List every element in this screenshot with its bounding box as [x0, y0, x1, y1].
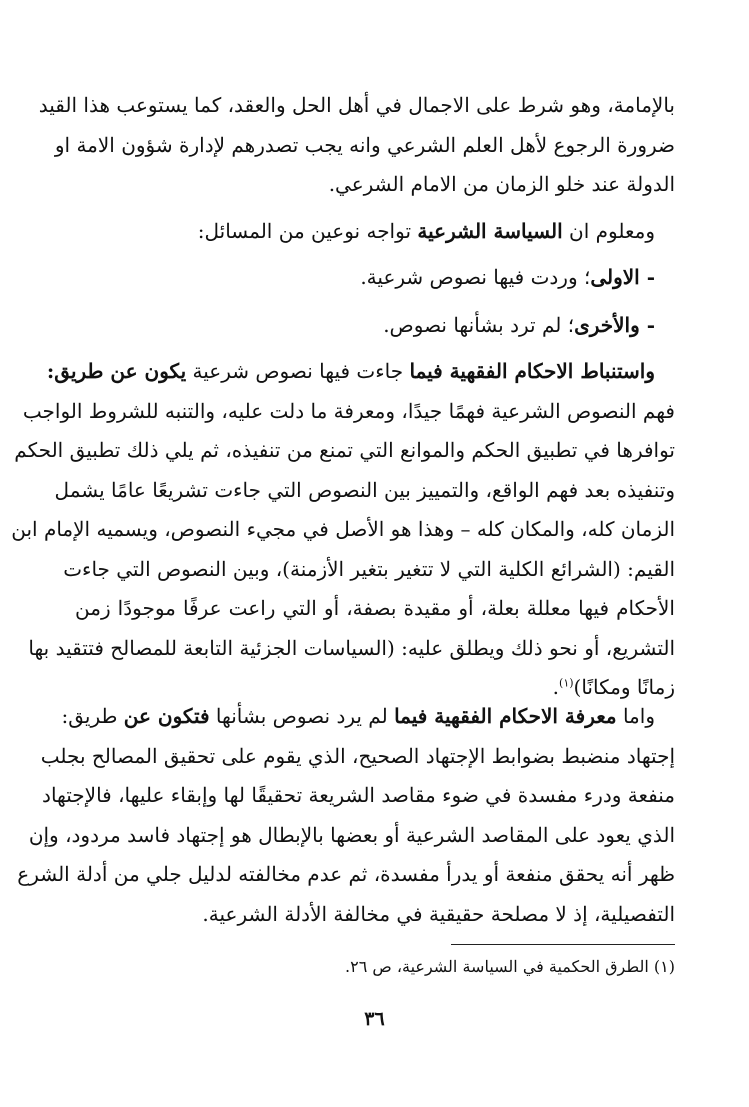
- bold-term: السياسة الشرعية: [417, 219, 563, 243]
- paragraph-1: [38, 86, 675, 205]
- text-run: طريق:: [61, 704, 124, 728]
- list-items: [75, 258, 675, 345]
- paragraph-heading: [46, 352, 675, 392]
- text-line: بالإمامة، وهو شرط على الاجمال في أهل الحل والعقد، كما يستوعب هذا القيد: [38, 93, 675, 117]
- footnote-marker: (١): [653, 957, 675, 976]
- footnote-text: الطرق الحكمية في السياسة الشرعية، ص ٢٦.: [345, 957, 649, 976]
- list-item: [75, 258, 675, 298]
- text-line: الدولة عند خلو الزمان من الامام الشرعي.: [328, 172, 675, 196]
- paragraph-3: [11, 352, 675, 708]
- paragraph-4: [17, 697, 675, 934]
- bold-term: يكون عن طريق:: [46, 359, 187, 383]
- list-item-text: ؛ وردت فيها نصوص شرعية.: [360, 265, 591, 289]
- footnote: [345, 955, 675, 979]
- text-run: واما: [616, 704, 655, 728]
- text-line: وتنفيذه بعد فهم الواقع، والتمييز بين النصوص التي جاءت تشريعًا عامًا يشمل: [54, 477, 675, 502]
- bold-term: فتكون عن: [123, 704, 210, 728]
- text-line: توافرها في تطبيق الحكم والموانع التي تمنع من تنفيذه، ثم يلي ذلك تطبيق الحكم: [14, 438, 675, 462]
- list-item-label: - الاولى: [590, 265, 655, 289]
- text-run: جاءت فيها نصوص شرعية: [186, 359, 410, 383]
- list-item: [75, 306, 675, 346]
- text-run: ومعلوم ان: [562, 219, 655, 243]
- text-line: منفعة ودرء مفسدة في ضوء مقاصد الشريعة تحقيقًا لها وإبقاء عليها، فالإجتهاد: [42, 783, 675, 807]
- text-run: زمانًا ومكانًا): [573, 675, 675, 699]
- text-line: ضرورة الرجوع لأهل العلم الشرعي وانه يجب تصدرهم لإدارة شؤون الامة او: [54, 132, 675, 157]
- text-line: التفصيلية، إذ لا مصلحة حقيقية في مخالفة الأدلة الشرعية.: [202, 901, 675, 926]
- bold-term: واستنباط الاحكام الفقهية فيما: [409, 359, 655, 383]
- text-run: تواجه نوعين من المسائل:: [197, 219, 418, 243]
- footnote-divider: [451, 944, 675, 945]
- paragraph-2: [75, 212, 675, 252]
- text-line: الذي يعود على المقاصد الشرعية أو بعضها بالإبطال هو إجتهاد فاسد مردود، وإن: [28, 822, 675, 847]
- text-line: ظهر أنه يحقق منفعة أو يدرأ مفسدة، ثم عدم مخالفته لدليل جلي من أدلة الشرع: [17, 862, 675, 886]
- text-run: .: [552, 675, 560, 699]
- text-line: القيم: (الشرائع الكلية التي لا تتغير بتغير الأزمنة)، وبين النصوص التي جاءت: [63, 556, 675, 581]
- list-item-text: ؛ لم ترد بشأنها نصوص.: [383, 312, 575, 337]
- text-line: الزمان كله، والمكان كله – وهذا هو الأصل في مجيء النصوص، ويسميه الإمام ابن: [11, 517, 675, 541]
- text-line: [75, 212, 675, 252]
- text-run: لم يرد نصوص بشأنها: [209, 704, 395, 728]
- list-item-label: - والأخرى: [574, 312, 655, 337]
- text-line: إجتهاد منضبط بضوابط الإجتهاد الصحيح، الذي يقوم على تحقيق المصالح بجلب: [40, 743, 675, 768]
- bold-term: معرفة الاحكام الفقهية فيما: [394, 704, 617, 728]
- footnote-reference[interactable]: (١): [559, 676, 574, 690]
- page-number: ٣٦: [364, 1008, 385, 1030]
- text-line: التشريع، أو نحو ذلك ويطلق عليه: (السياسات الجزئية التابعة للمصالح فتتقيد بها: [28, 635, 675, 660]
- paragraph-heading: [61, 697, 675, 737]
- text-line: فهم النصوص الشرعية فهمًا جيدًا، ومعرفة ما دلت عليه، والتنبه للشروط الواجب: [22, 398, 675, 423]
- text-line: الأحكام فيها معللة بعلة، أو مقيدة بصفة، أو التي راعت عرفًا موجودًا زمن: [75, 596, 675, 620]
